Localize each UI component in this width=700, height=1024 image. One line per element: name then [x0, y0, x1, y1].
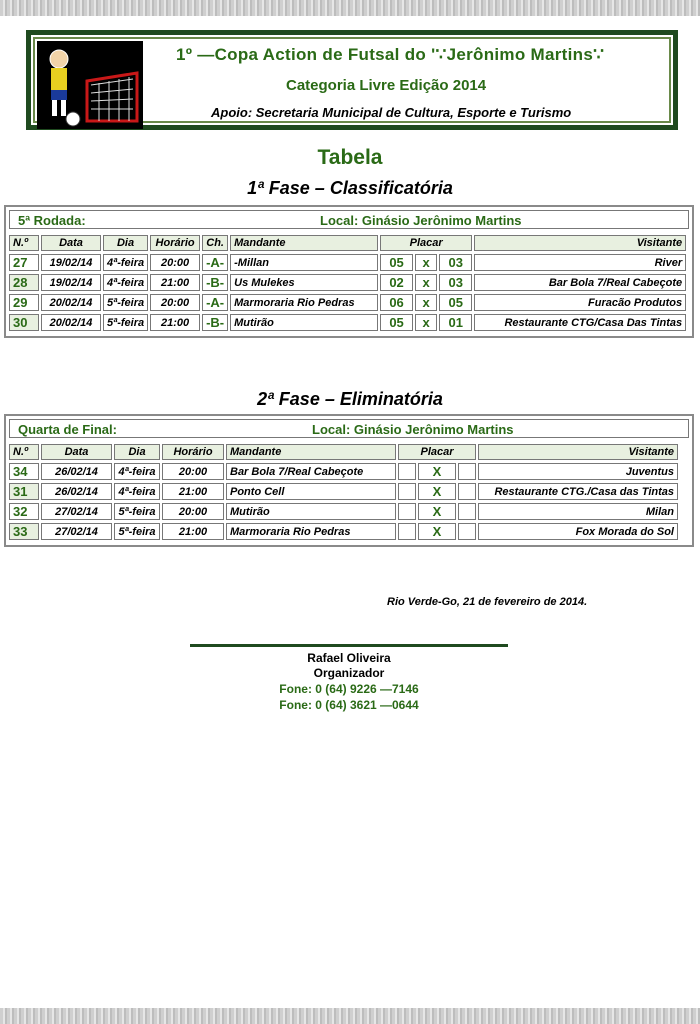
phase1-header-row — [9, 235, 686, 251]
match-day: 4ª-feira — [114, 463, 160, 480]
header-category: Categoria Livre Edição 2014 — [286, 77, 487, 94]
score-separator: x — [415, 314, 437, 331]
phase1-table — [7, 232, 688, 334]
away-team: Fox Morada do Sol — [478, 523, 678, 540]
phase2-table — [7, 441, 680, 543]
score-separator: X — [418, 523, 456, 540]
match-day: 4ª-feira — [114, 483, 160, 500]
signer-name: Rafael Oliveira — [307, 651, 391, 665]
match-key: -A- — [202, 294, 228, 311]
score-separator: X — [418, 483, 456, 500]
match-time: 20:00 — [162, 463, 224, 480]
match-number: 28 — [9, 274, 39, 291]
signature-line — [190, 644, 508, 647]
away-team: Milan — [478, 503, 678, 520]
home-score — [398, 503, 416, 520]
match-number: 33 — [9, 523, 39, 540]
match-day: 5ª-feira — [103, 294, 148, 311]
header-title: 1º —Copa Action de Futsal do '∵Jerônimo Martins∵ — [176, 45, 605, 64]
match-date: 20/02/14 — [41, 294, 101, 311]
phase1-caption — [9, 210, 689, 229]
document-date: Rio Verde-Go, 21 de fevereiro de 2014. — [387, 596, 588, 608]
match-time: 21:00 — [162, 483, 224, 500]
phone-2: Fone: 0 (64) 3621 —0644 — [279, 698, 419, 712]
match-date: 27/02/14 — [41, 523, 112, 540]
table-row — [9, 523, 678, 540]
match-key: -B- — [202, 274, 228, 291]
match-key: -A- — [202, 254, 228, 271]
score-separator: X — [418, 463, 456, 480]
table-row — [9, 463, 678, 480]
col-time: Horário — [150, 235, 200, 251]
table-row — [9, 483, 678, 500]
col-score: Placar — [398, 444, 476, 460]
home-score: 05 — [380, 254, 413, 271]
away-team: Restaurante CTG./Casa das Tintas — [478, 483, 678, 500]
col-number: N.º — [9, 235, 39, 251]
away-team: Bar Bola 7/Real Cabeçote — [474, 274, 686, 291]
home-score: 02 — [380, 274, 413, 291]
match-time: 21:00 — [150, 314, 200, 331]
match-day: 5ª-feira — [103, 314, 148, 331]
phase2-header-row — [9, 444, 678, 460]
col-date: Data — [41, 235, 101, 251]
signer-role: Organizador — [313, 666, 385, 680]
phase1-round: 5ª Rodada: — [18, 213, 86, 228]
score-separator: x — [415, 274, 437, 291]
match-number: 27 — [9, 254, 39, 271]
home-team: Marmoraria Rio Pedras — [230, 294, 378, 311]
away-score — [458, 523, 476, 540]
page-bottom-border — [0, 1008, 700, 1024]
home-score — [398, 483, 416, 500]
away-score — [458, 463, 476, 480]
col-number: N.º — [9, 444, 39, 460]
match-number: 34 — [9, 463, 39, 480]
col-time: Horário — [162, 444, 224, 460]
away-team: Furacão Produtos — [474, 294, 686, 311]
phase2-round: Quarta de Final: — [18, 422, 117, 437]
home-team: -Millan — [230, 254, 378, 271]
home-team: Marmoraria Rio Pedras — [226, 523, 396, 540]
away-score: 03 — [439, 254, 472, 271]
match-number: 32 — [9, 503, 39, 520]
match-time: 20:00 — [162, 503, 224, 520]
score-separator: x — [415, 254, 437, 271]
home-score — [398, 523, 416, 540]
header-banner — [26, 30, 678, 130]
match-day: 4ª-feira — [103, 274, 148, 291]
match-date: 26/02/14 — [41, 463, 112, 480]
match-date: 19/02/14 — [41, 274, 101, 291]
col-home: Mandante — [230, 235, 378, 251]
phone-1: Fone: 0 (64) 9226 —7146 — [279, 682, 419, 696]
phase1-title: 1ª Fase – Classificatória — [247, 178, 453, 198]
match-time: 20:00 — [150, 294, 200, 311]
match-date: 19/02/14 — [41, 254, 101, 271]
phase2-caption — [9, 419, 689, 438]
match-date: 20/02/14 — [41, 314, 101, 331]
away-team: Juventus — [478, 463, 678, 480]
match-number: 29 — [9, 294, 39, 311]
col-key: Ch. — [202, 235, 228, 251]
home-score: 05 — [380, 314, 413, 331]
match-number: 30 — [9, 314, 39, 331]
header-support: Apoio: Secretaria Municipal de Cultura, Esporte e Turismo — [211, 105, 572, 120]
home-score: 06 — [380, 294, 413, 311]
away-score — [458, 483, 476, 500]
match-time: 21:00 — [150, 274, 200, 291]
table-row — [9, 294, 686, 311]
match-day: 5ª-feira — [114, 503, 160, 520]
phase1-local: Local: Ginásio Jerônimo Martins — [320, 213, 522, 228]
page-top-border — [0, 0, 700, 16]
col-away: Visitante — [474, 235, 686, 251]
match-number: 31 — [9, 483, 39, 500]
phase2-local: Local: Ginásio Jerônimo Martins — [312, 422, 514, 437]
away-team: River — [474, 254, 686, 271]
home-team: Us Mulekes — [230, 274, 378, 291]
col-day: Dia — [103, 235, 148, 251]
match-time: 21:00 — [162, 523, 224, 540]
away-score: 01 — [439, 314, 472, 331]
page-title: Tabela — [317, 146, 383, 169]
match-key: -B- — [202, 314, 228, 331]
home-team: Mutirão — [230, 314, 378, 331]
match-day: 4ª-feira — [103, 254, 148, 271]
score-separator: X — [418, 503, 456, 520]
away-score: 03 — [439, 274, 472, 291]
table-row — [9, 314, 686, 331]
col-home: Mandante — [226, 444, 396, 460]
table-row — [9, 254, 686, 271]
col-away: Visitante — [478, 444, 678, 460]
phase2-title: 2ª Fase – Eliminatória — [257, 389, 443, 409]
away-score — [458, 503, 476, 520]
match-day: 5ª-feira — [114, 523, 160, 540]
away-score: 05 — [439, 294, 472, 311]
col-day: Dia — [114, 444, 160, 460]
home-team: Bar Bola 7/Real Cabeçote — [226, 463, 396, 480]
table-row — [9, 274, 686, 291]
home-score — [398, 463, 416, 480]
futsal-logo-image — [37, 41, 143, 129]
score-separator: x — [415, 294, 437, 311]
phase2-table-box — [4, 414, 694, 547]
match-date: 26/02/14 — [41, 483, 112, 500]
col-date: Data — [41, 444, 112, 460]
phase1-table-box — [4, 205, 694, 338]
match-date: 27/02/14 — [41, 503, 112, 520]
col-score: Placar — [380, 235, 472, 251]
match-time: 20:00 — [150, 254, 200, 271]
table-row — [9, 503, 678, 520]
home-team: Ponto Cell — [226, 483, 396, 500]
home-team: Mutirão — [226, 503, 396, 520]
away-team: Restaurante CTG/Casa Das Tintas — [474, 314, 686, 331]
